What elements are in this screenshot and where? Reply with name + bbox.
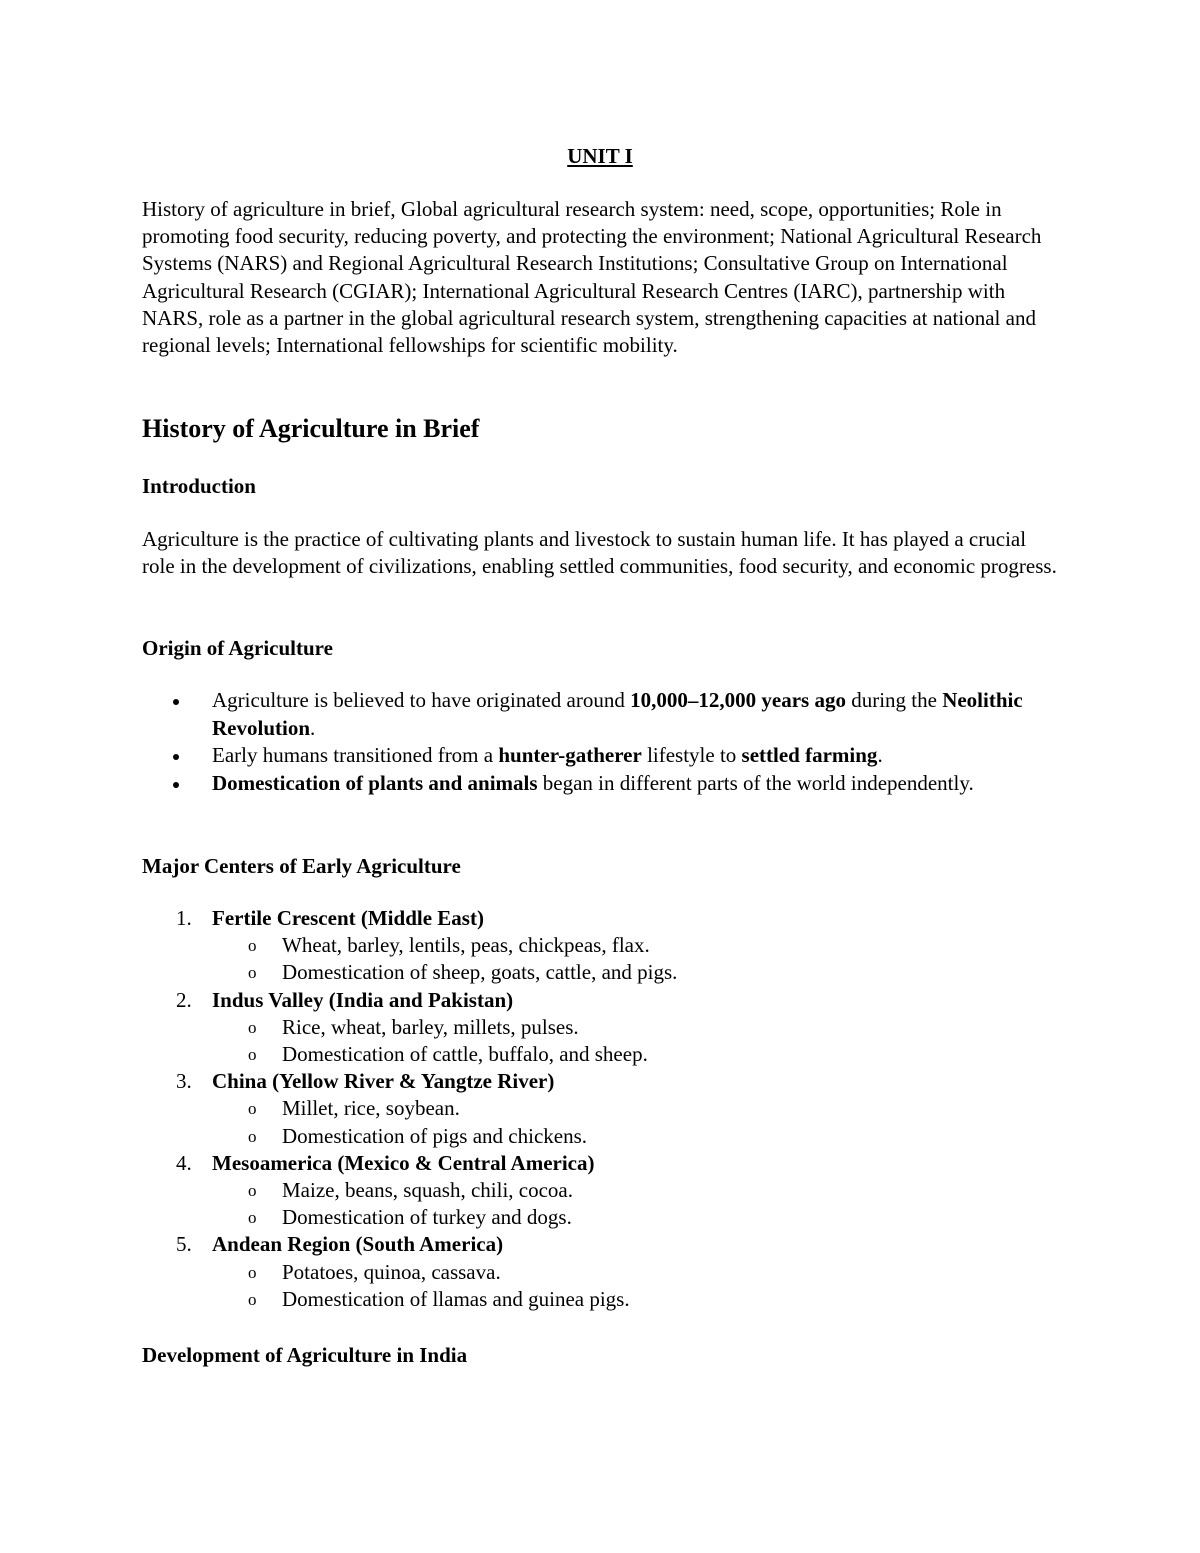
circle-bullet-icon: o <box>248 1208 257 1228</box>
center-sub-list <box>212 1177 1042 1231</box>
introduction-heading: Introduction <box>142 474 256 498</box>
bullet-icon <box>173 699 179 705</box>
circle-bullet-icon: o <box>248 1289 257 1309</box>
center-sub-list <box>212 1095 1042 1149</box>
center-item <box>142 905 1042 987</box>
bullet-icon <box>173 782 179 788</box>
sub-item-text: Domestication of pigs and chickens. <box>282 1123 588 1148</box>
list-item <box>212 1259 1042 1286</box>
bullet-text: began in different parts of the world independently. <box>537 770 974 795</box>
sub-item-text: Rice, wheat, barley, millets, pulses. <box>282 1014 579 1039</box>
circle-bullet-icon: o <box>248 1126 257 1146</box>
center-title: Mesoamerica (Mexico & Central America) <box>212 1150 595 1175</box>
centers-heading: Major Centers of Early Agriculture <box>142 854 461 878</box>
bullet-bold-text: hunter-gatherer <box>498 743 642 767</box>
list-number: 1. <box>176 906 192 930</box>
list-item <box>212 1177 1042 1204</box>
centers-numbered-list <box>142 905 1042 1313</box>
list-number: 4. <box>176 1150 192 1175</box>
center-sub-list <box>212 1014 1042 1068</box>
circle-bullet-icon: o <box>248 936 257 956</box>
bullet-bold-text: Domestication of plants and animals <box>212 770 538 795</box>
origin-heading: Origin of Agriculture <box>142 636 333 660</box>
center-title: Andean Region (South America) <box>212 1232 504 1257</box>
list-item <box>212 1095 1042 1122</box>
circle-bullet-icon: o <box>248 1045 257 1065</box>
list-item <box>212 1123 1042 1150</box>
introduction-paragraph: Agriculture is the practice of cultivating plants and livestock to sustain human life. It has played a crucial role in the development of civilizations, enabling settled communities, food security, and economic progress. <box>142 527 1057 578</box>
sub-item-text: Domestication of llamas and guinea pigs. <box>282 1286 630 1311</box>
circle-bullet-icon: o <box>248 1099 257 1119</box>
center-item <box>142 987 1042 1069</box>
origin-bullet-list <box>142 687 1042 797</box>
circle-bullet-icon: o <box>248 963 257 983</box>
list-item <box>212 1204 1042 1231</box>
circle-bullet-icon: o <box>248 1181 257 1201</box>
center-sub-list <box>212 1259 1042 1313</box>
list-item <box>142 687 1042 742</box>
center-item <box>142 1150 1042 1232</box>
main-heading: History of Agriculture in Brief <box>142 414 480 443</box>
list-item <box>212 1286 1042 1313</box>
center-title: China (Yellow River & Yangtze River) <box>212 1069 555 1094</box>
bullet-text: Agriculture is believed to have originated around <box>212 688 631 712</box>
circle-bullet-icon: o <box>248 1017 257 1037</box>
sub-item-text: Domestication of turkey and dogs. <box>282 1205 572 1230</box>
syllabus-paragraph: History of agriculture in brief, Global agricultural research system: need, scope, opportunities; Role in promoting food security, reducing poverty, and protecting the environment; National Agricultural Research Systems (NARS) and Regional Agricultural Research Institutions; Consultative Group on International Agricultural Research (CGIAR); International Agricultural Research Centres (IARC), partnership with NARS, role as a partner in the global agricultural research system, strengthening capacities at national and regional levels; International fellowships for scientific mobility. <box>142 197 1042 358</box>
sub-item-text: Domestication of sheep, goats, cattle, and pigs. <box>282 960 678 985</box>
list-item <box>142 770 1042 798</box>
center-item <box>142 1231 1042 1313</box>
bullet-text: during the <box>845 688 943 712</box>
sub-item-text: Domestication of cattle, buffalo, and sheep. <box>282 1042 648 1067</box>
bullet-text: lifestyle to <box>641 743 742 767</box>
sub-item-text: Maize, beans, squash, chili, cocoa. <box>282 1178 573 1203</box>
bullet-text: . <box>877 743 883 767</box>
bullet-bold-text: 10,000–12,000 years ago <box>630 688 846 712</box>
bullet-bold-text: settled farming <box>741 743 878 767</box>
india-heading: Development of Agriculture in India <box>142 1343 468 1367</box>
list-item <box>212 932 1042 959</box>
list-item <box>142 742 1042 770</box>
center-title: Fertile Crescent (Middle East) <box>212 906 484 930</box>
sub-item-text: Potatoes, quinoa, cassava. <box>282 1259 501 1284</box>
bullet-text: Early humans transitioned from a <box>212 743 499 767</box>
center-title: Indus Valley (India and Pakistan) <box>212 987 514 1012</box>
list-item <box>212 1041 1042 1068</box>
list-number: 3. <box>176 1069 192 1094</box>
circle-bullet-icon: o <box>248 1262 257 1282</box>
list-number: 5. <box>176 1232 192 1257</box>
sub-item-text: Millet, rice, soybean. <box>282 1096 460 1121</box>
center-sub-list <box>212 932 1042 986</box>
center-item <box>142 1068 1042 1150</box>
list-item <box>212 959 1042 986</box>
bullet-text: . <box>310 715 316 740</box>
list-number: 2. <box>176 987 192 1012</box>
list-item <box>212 1014 1042 1041</box>
unit-title: UNIT I <box>567 144 633 168</box>
bullet-icon <box>173 754 179 760</box>
bullet-bold-text: Neolithic Revolution <box>212 688 1023 740</box>
sub-item-text: Wheat, barley, lentils, peas, chickpeas, flax. <box>282 933 650 958</box>
